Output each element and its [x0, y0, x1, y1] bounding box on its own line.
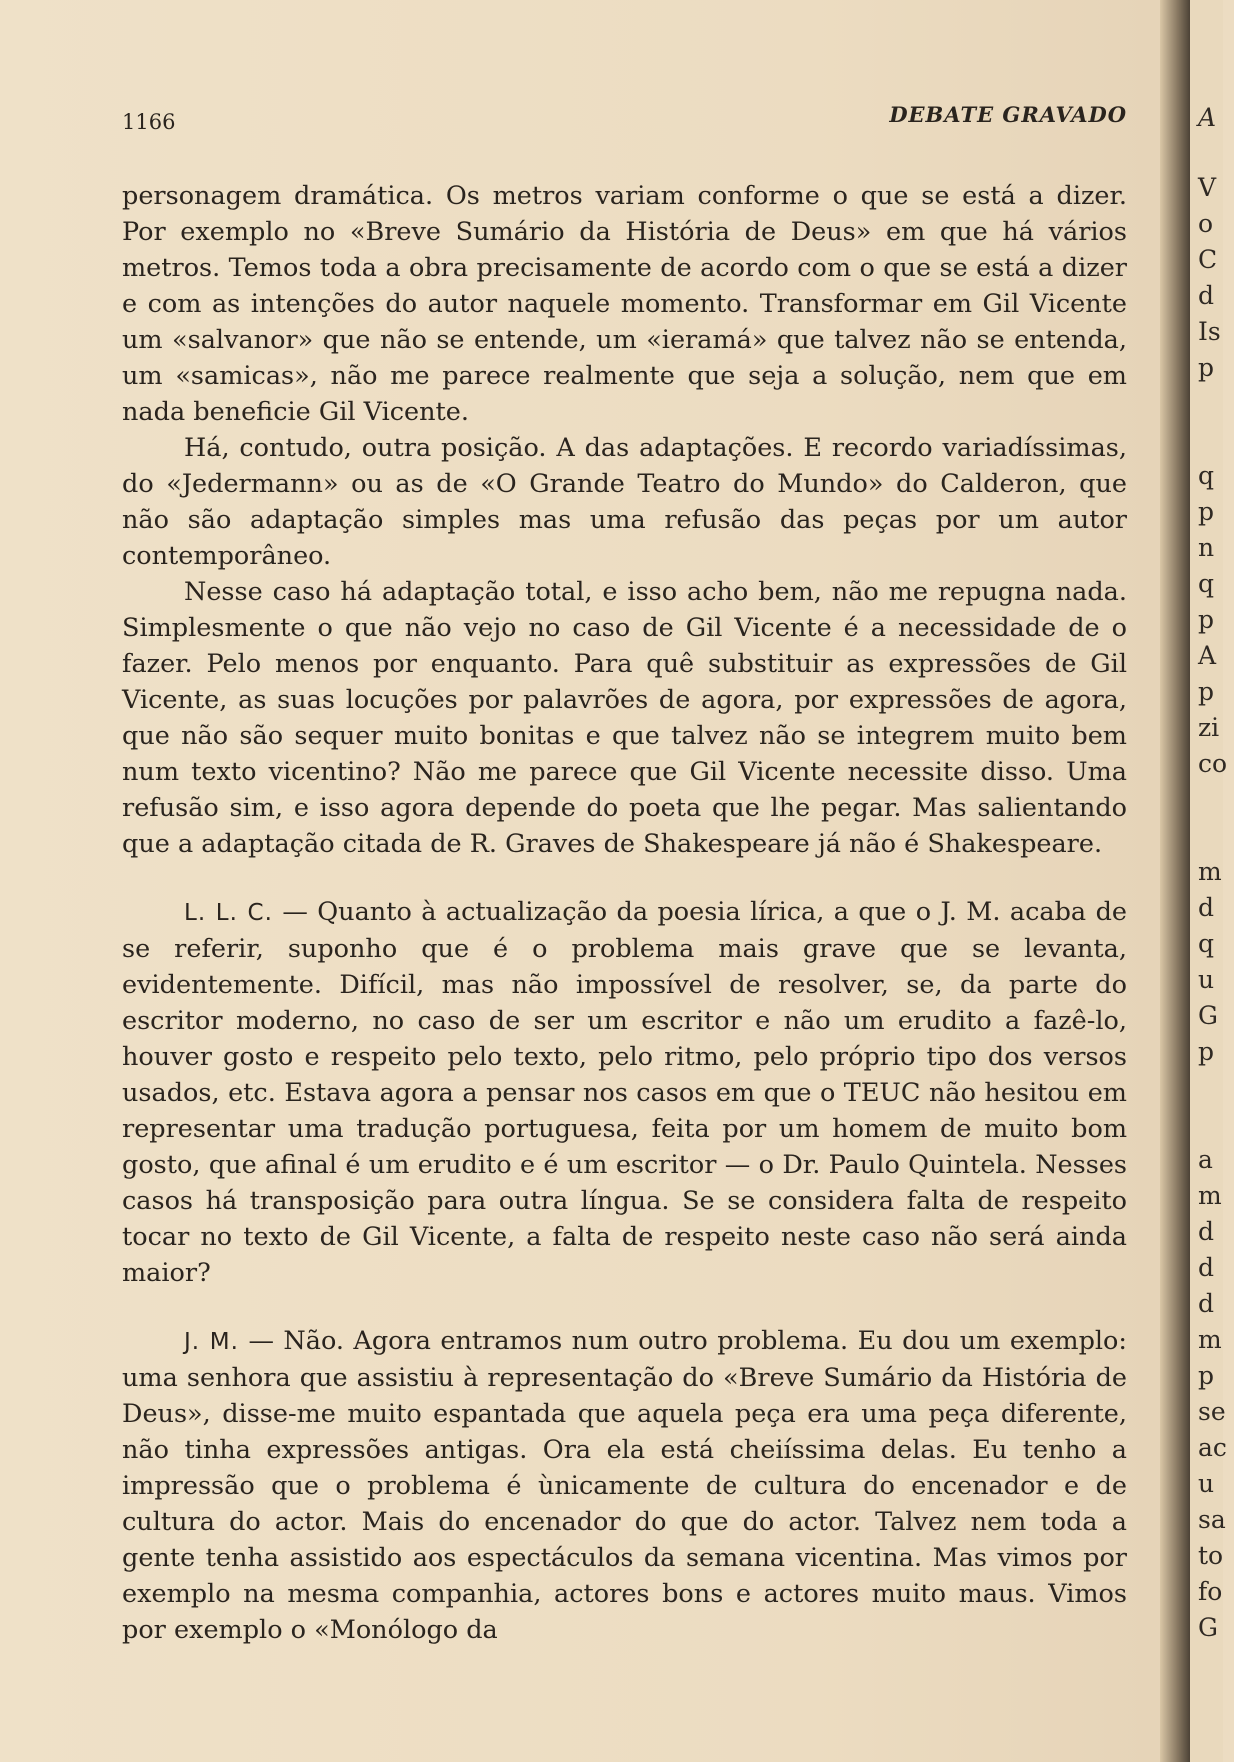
- next-page-fragment: m: [1198, 1325, 1222, 1354]
- next-page-fragment: n: [1198, 533, 1215, 562]
- next-page-fragment: A: [1198, 641, 1217, 670]
- next-page-fragment: A: [1198, 103, 1217, 132]
- speaker-label-jm: J. M.: [184, 1329, 239, 1355]
- next-page-fragment: m: [1198, 857, 1222, 886]
- next-page-fragment: q: [1198, 929, 1215, 958]
- next-page-fragment: p: [1198, 605, 1215, 634]
- next-page-fragment: se: [1198, 1397, 1226, 1426]
- next-page-fragment: p: [1198, 677, 1215, 706]
- next-page-fragment: d: [1198, 281, 1215, 310]
- next-page-fragment: o: [1198, 209, 1214, 238]
- next-page-fragment: fo: [1198, 1577, 1223, 1606]
- body-text: [122, 178, 1127, 1648]
- next-page-fragment: u: [1198, 1469, 1215, 1498]
- paragraph-1: personagem dramática. Os metros variam conforme o que se está a dizer. Por exemplo no «Breve Sumário da História de Deus» em que há vários metros. Temos toda a obra precisamente de acordo com o que se está a dizer e com as intenções do autor naquele momento. Transformar em Gil Vicente um «salvanor» que não se entende, um «ieramá» que talvez não se entenda, um «samicas», não me parece realmente que seja a solução, nem que em nada beneficie Gil Vicente.: [122, 181, 1127, 427]
- next-page-fragment: u: [1198, 965, 1215, 994]
- book-gutter: [1160, 0, 1190, 1762]
- next-page-fragment: ac: [1198, 1433, 1227, 1462]
- next-page-fragment: [1198, 422, 1234, 458]
- next-page-fragment: q: [1198, 461, 1215, 490]
- next-page-fragment: zi: [1198, 713, 1220, 742]
- next-page-fragment: p: [1198, 353, 1215, 382]
- page-header: [122, 100, 1127, 140]
- next-page-fragment: p: [1198, 497, 1215, 526]
- next-page-fragment: V: [1198, 173, 1217, 202]
- paragraph-3: Nesse caso há adaptação total, e isso acho bem, não me repugna nada. Simplesmente o que não vejo no caso de Gil Vicente é a necessidade de o fazer. Pelo menos por enquanto. Para quê substituir as expressões de Gil Vicente, as suas locuções por palavrões de agora, por expressões de agora, que não são sequer muito bonitas e que talvez não se integrem muito bem num texto vicentino? Não me parece que Gil Vicente necessite disso. Uma refusão sim, e isso agora depende do poeta que lhe pegar. Mas salientando que a adaptação citada de R. Graves de Shakespeare já não é Shakespeare.: [122, 577, 1127, 859]
- next-page-fragment: p: [1198, 1037, 1215, 1066]
- next-page-fragment: G: [1198, 1001, 1218, 1030]
- next-page-fragment: q: [1198, 569, 1215, 598]
- next-page-fragment: [1198, 818, 1234, 854]
- page-number: 1166: [122, 110, 176, 134]
- next-page-fragment: p: [1198, 1361, 1215, 1390]
- next-page-fragment: sa: [1198, 1505, 1226, 1534]
- next-page-fragment: a: [1198, 1145, 1213, 1174]
- next-page-fragment: d: [1198, 1289, 1215, 1318]
- next-page-fragment: d: [1198, 893, 1215, 922]
- next-page-fragment: [1198, 386, 1234, 422]
- next-page-fragment: C: [1198, 245, 1218, 274]
- next-page-fragment: d: [1198, 1253, 1215, 1282]
- next-page-fragment: to: [1198, 1541, 1224, 1570]
- next-page-fragment: G: [1198, 1613, 1218, 1642]
- next-page-edge-lines: [1190, 0, 1228, 1646]
- running-head: DEBATE GRAVADO: [889, 102, 1127, 127]
- paragraph-4-text: — Quanto à actualização da poesia lírica, a que o J. M. acaba de se referir, suponho que é o problema mais grave que se levanta, evidentemente. Difícil, mas não impossível de resolver, se, da parte do escritor moderno, no caso de ser um escritor e não um erudito a fazê-lo, houver gosto e respeito pelo texto, pelo ritmo, pelo próprio tipo dos versos usados, etc. Estava agora a pensar nos casos em que o TEUC não hesitou em representar uma tradução portuguesa, feita por um homem de muito bom gosto, que afinal é um erudito e é um escritor — o Dr. Paulo Quintela. Nesses casos há transposição para outra língua. Se se considera falta de respeito tocar no texto de Gil Vicente, a falta de respeito neste caso não será ainda maior?: [122, 897, 1127, 1288]
- next-page-fragment: Is: [1198, 317, 1221, 346]
- paragraph-5-text: — Não. Agora entramos num outro problema. Eu dou um exemplo: uma senhora que assistiu à representação do «Breve Sumário da História de Deus», disse-me muito espantada que aquela peça era uma peça diferente, não tinha expressões antigas. Ora ela está cheiíssima delas. Eu tenho a impressão que o problema é ùnicamente de cultura do encenador e de cultura do actor. Mais do encenador do que do actor. Talvez nem toda a gente tenha assistido aos espectáculos da semana vicentina. Mas vimos por exemplo na mesma companhia, actores bons e actores muito maus. Vimos por exemplo o «Monólogo da: [122, 1326, 1127, 1645]
- next-page-fragment: d: [1198, 1217, 1215, 1246]
- next-page-fragment: [1198, 1070, 1234, 1106]
- paragraph-4: [122, 894, 1127, 1291]
- next-page-fragment: [1198, 1106, 1234, 1142]
- speaker-label-llc: L. L. C.: [184, 900, 273, 926]
- next-page-fragment: [1198, 782, 1234, 818]
- paragraph-5: [122, 1323, 1127, 1648]
- next-page-fragment: m: [1198, 1181, 1222, 1210]
- next-page-edge: [1190, 0, 1228, 1762]
- paragraph-2: Há, contudo, outra posição. A das adaptações. E recordo variadíssimas, do «Jedermann» ou as de «O Grande Teatro do Mundo» do Calderon, que não são adaptação simples mas uma refusão das peças por um autor contemporâneo.: [122, 433, 1127, 571]
- next-page-fragment: co: [1198, 749, 1228, 778]
